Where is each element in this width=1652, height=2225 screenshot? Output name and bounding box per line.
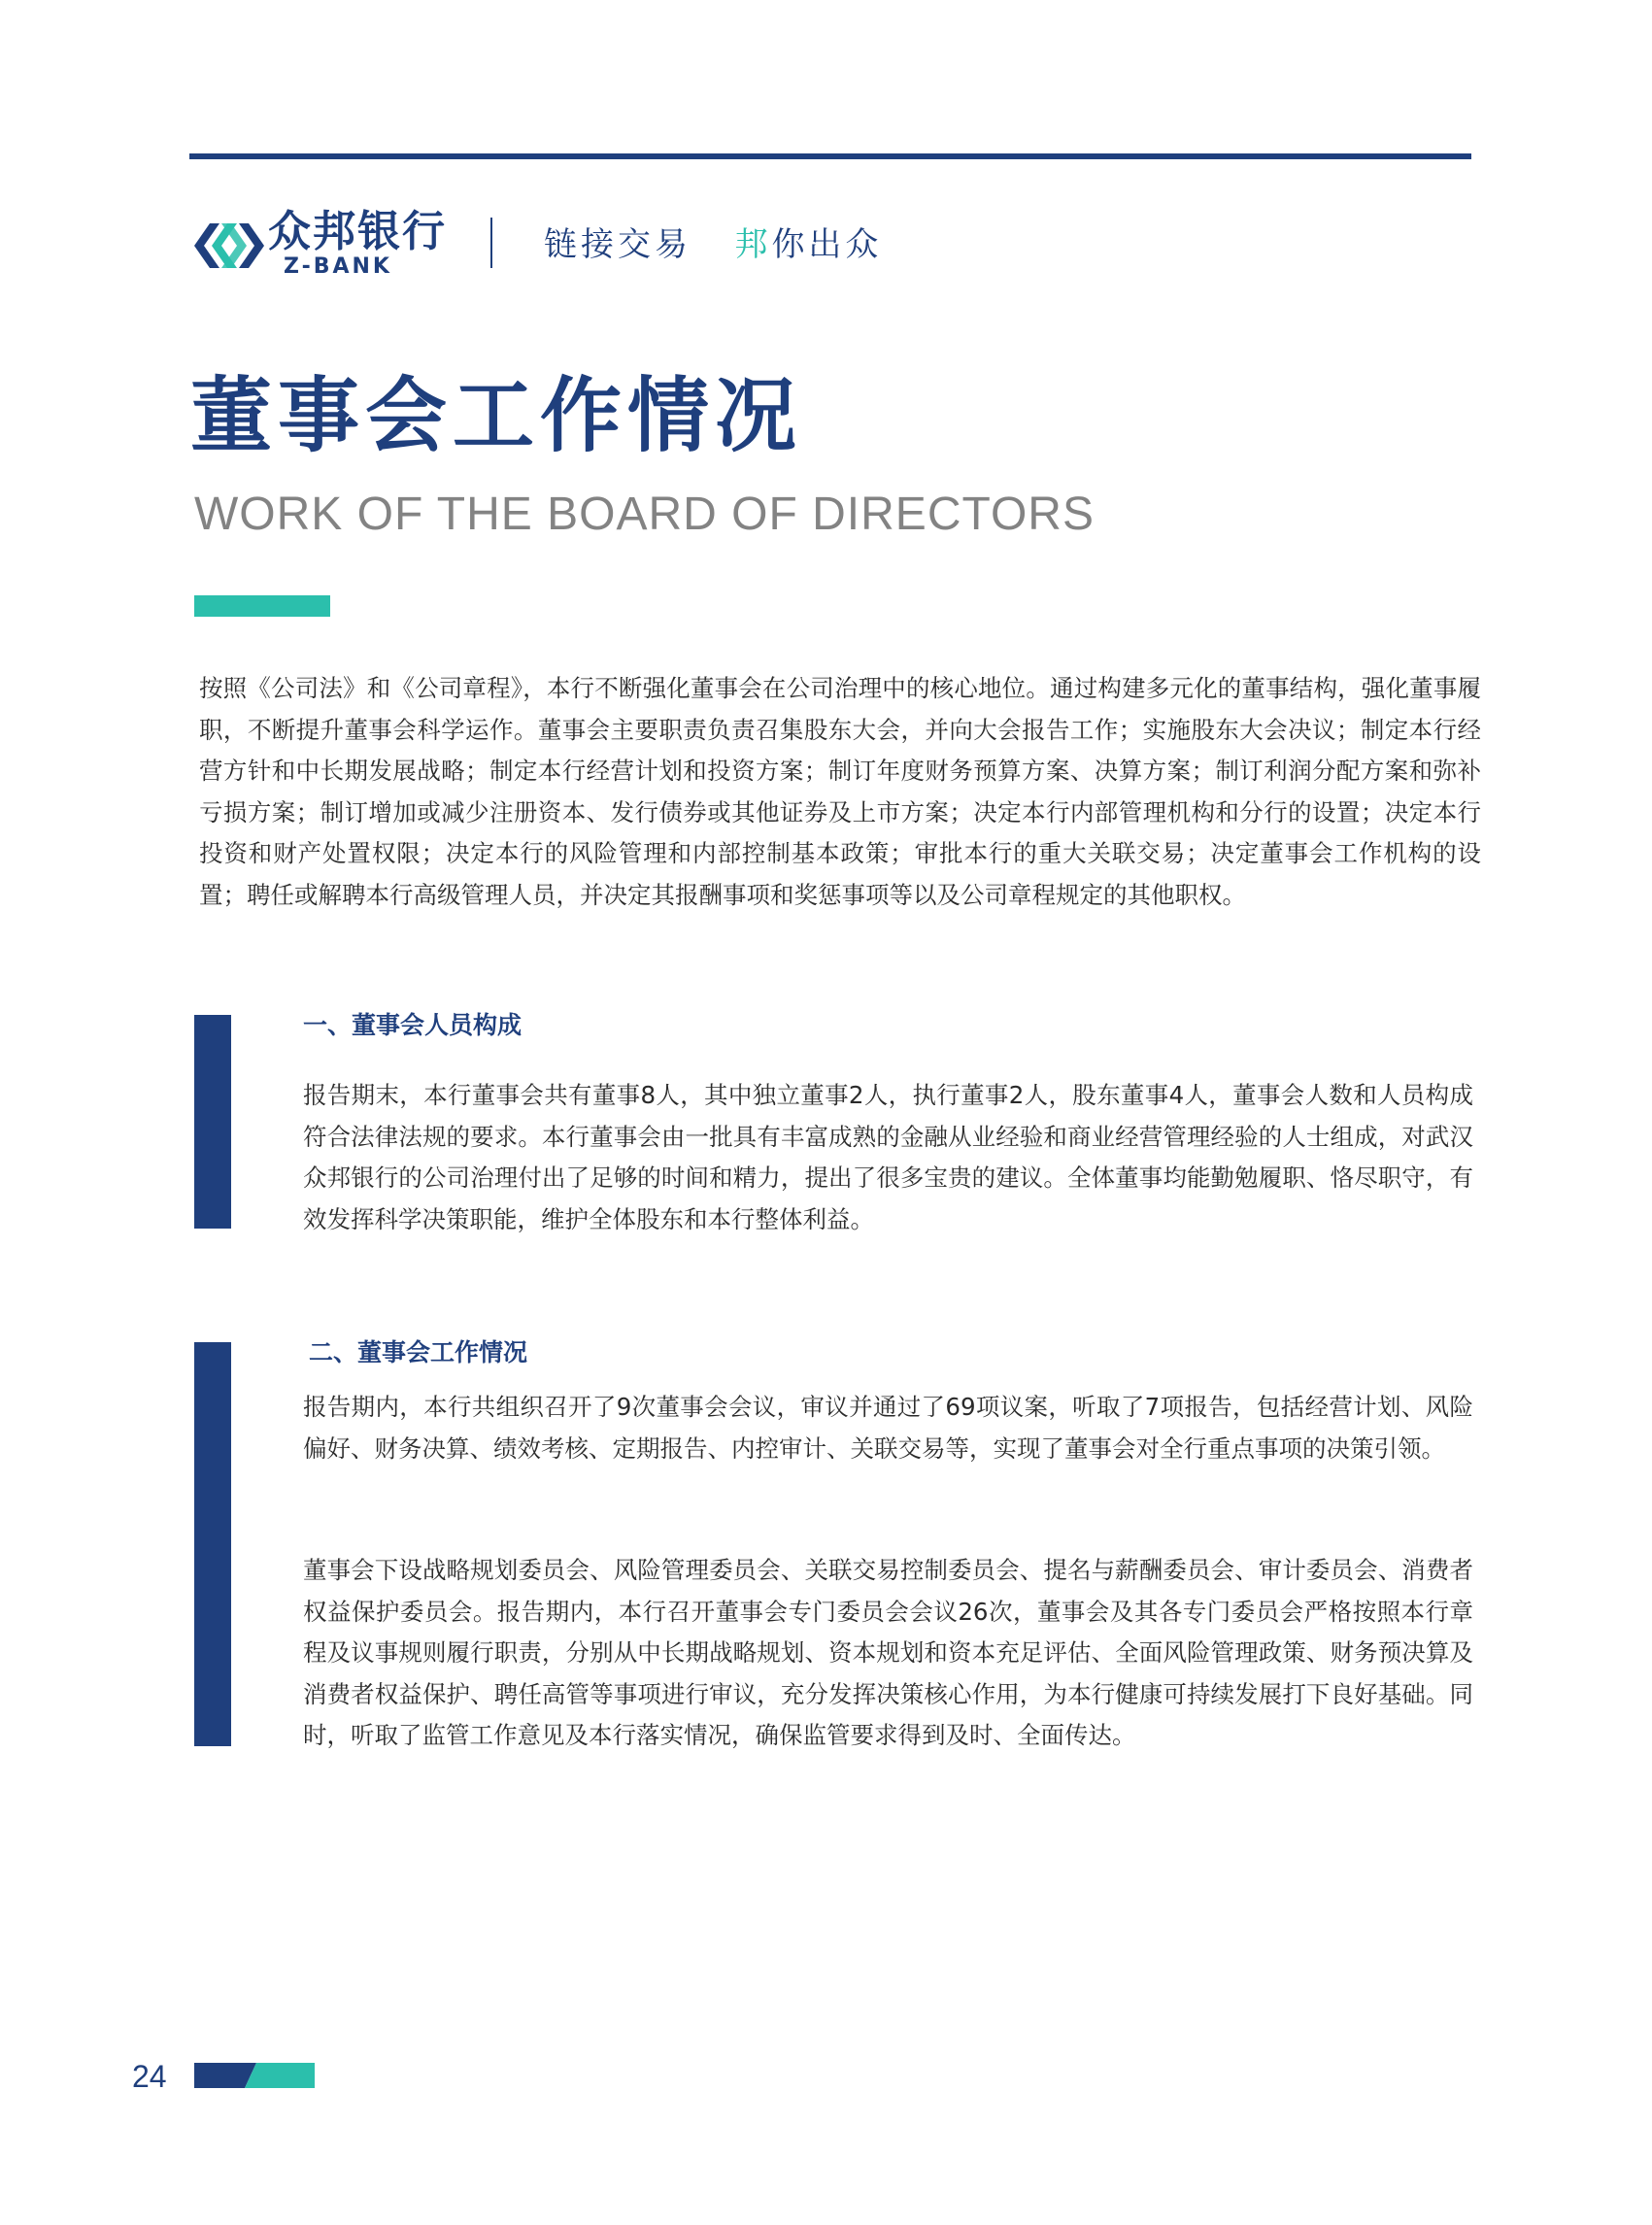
page-title: 董事会工作情况 [190, 368, 803, 463]
slogan-part2: 你出众 [771, 225, 883, 264]
section-2-bar [194, 1342, 231, 1746]
intro-paragraph: 按照《公司法》和《公司章程》，本行不断强化董事会在公司治理中的核心地位。通过构建多元化的董事结构，强化董事履职，不断提升董事会科学运作。董事会主要职责负责召集股东大会，并向大会报告工作；实施股东大会决议；制定本行经营方针和中长期发展战略；制定本行经营计划和投资方案；制订年度财务预算方案、决算方案；制订利润分配方案和弥补亏损方案；制订增加或减少注册资本、发行债券或其他证券及上市方案；决定本行内部管理机构和分行的设置；决定本行投资和财产处置权限；决定本行的风险管理和内部控制基本政策；审批本行的重大关联交易；决定董事会工作机构的设置；聘任或解聘本行高级管理人员，并决定其报酬事项和奖惩事项等以及公司章程规定的其他职权。 [199, 674, 1481, 909]
header-divider [490, 218, 492, 268]
section-1-heading: 一、董事会人员构成 [303, 1011, 523, 1039]
slogan-part1: 链接交易 [544, 225, 691, 264]
logo-wordmark-cn: 众邦银行 [268, 207, 447, 256]
logo-wordmark-en: Z-BANK [284, 254, 392, 279]
page-number: 24 [132, 2059, 167, 2094]
section-2-paragraph-2: 董事会下设战略规划委员会、风险管理委员会、关联交易控制委员会、提名与薪酬委员会、审计委员会、消费者权益保护委员会。报告期内，本行召开董事会专门委员会会议26次，董事会及其各专门委员会严格按照本行章程及议事规则履行职责，分别从中长期战略规划、资本规划和资本充足评估、全面风险管理政策、财务预决算及消费者权益保护、聘任高管等事项进行审议，充分发挥决策核心作用，为本行健康可持续发展打下良好基础。同时，听取了监管工作意见及本行落实情况，确保监管要求得到及时、全面传达。 [303, 1556, 1473, 1749]
z-bank-logo-icon [190, 212, 268, 280]
top-rule [189, 153, 1471, 159]
slogan [544, 225, 882, 264]
page-subtitle: WORK OF THE BOARD OF DIRECTORS [194, 489, 1095, 540]
title-accent-bar [194, 595, 330, 617]
section-1-paragraph: 报告期末，本行董事会共有董事8人，其中独立董事2人，执行董事2人，股东董事4人，董事会人数和人员构成符合法律法规的要求。本行董事会由一批具有丰富成熟的金融从业经验和商业经营管理经验的人士组成，对武汉众邦银行的公司治理付出了足够的时间和精力，提出了很多宝贵的建议。全体董事均能勤勉履职、恪尽职守，有效发挥科学决策职能，维护全体股东和本行整体利益。 [303, 1081, 1473, 1233]
section-2-paragraph-1: 报告期内，本行共组织召开了9次董事会会议，审议并通过了69项议案，听取了7项报告，包括经营计划、风险偏好、财务决算、绩效考核、定期报告、内控审计、关联交易等，实现了董事会对全行重点事项的决策引领。 [303, 1393, 1473, 1463]
section-2-heading: 二、董事会工作情况 [309, 1338, 528, 1366]
footer-bar [194, 2063, 315, 2088]
section-1-bar [194, 1015, 231, 1229]
slogan-accent: 邦 [734, 225, 772, 264]
